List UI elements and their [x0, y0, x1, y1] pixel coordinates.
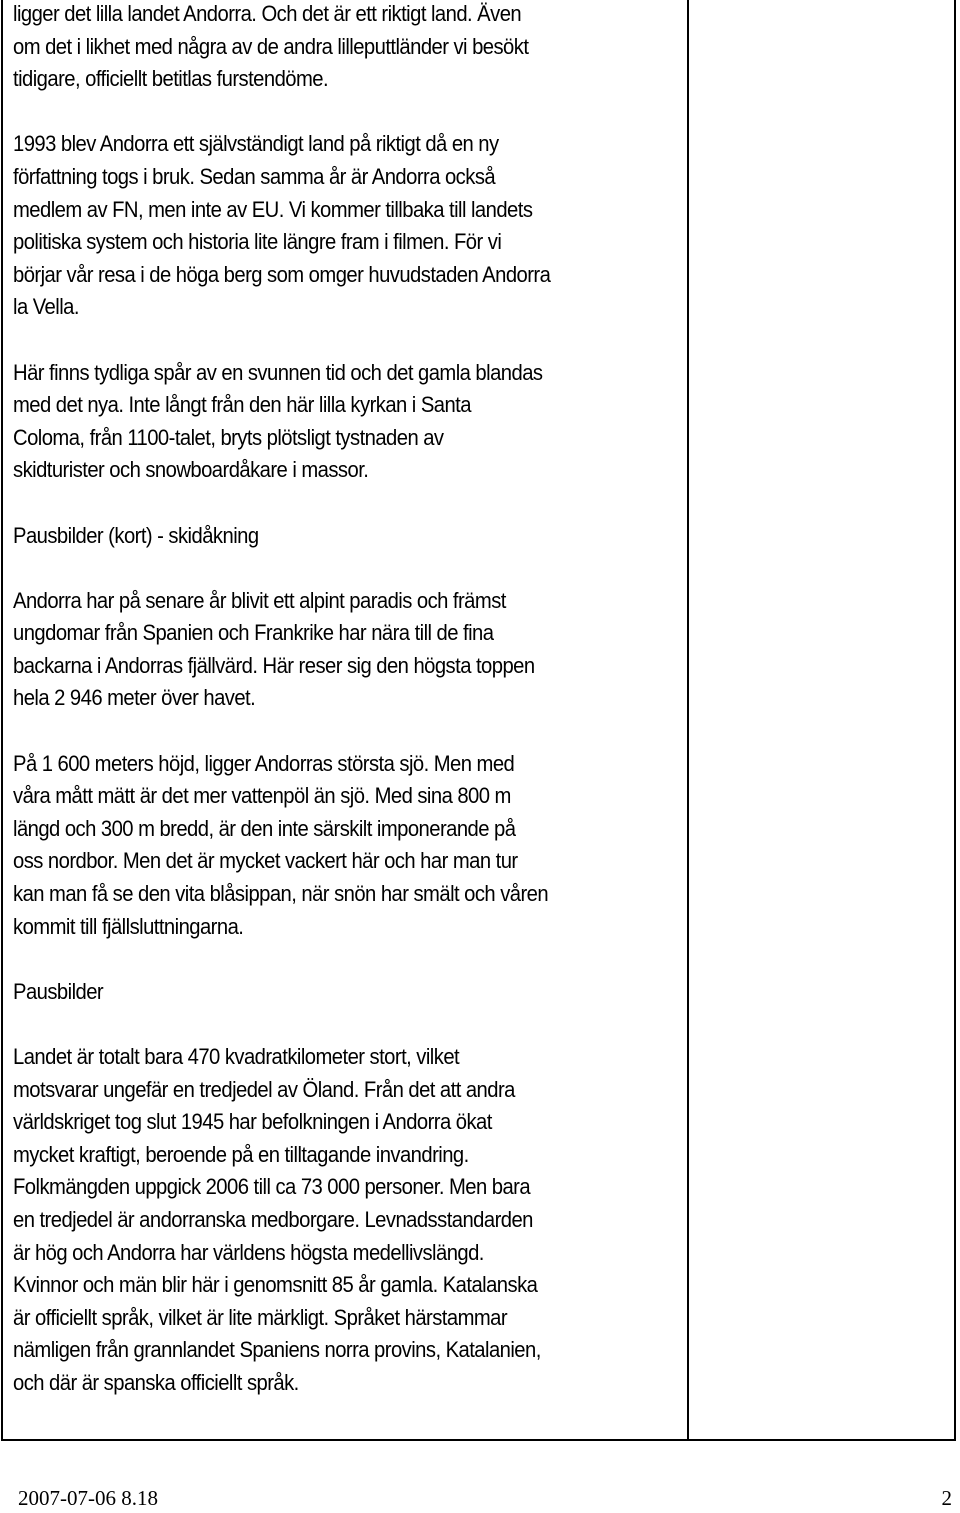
paragraph-independence: 1993 blev Andorra ett självständigt land på riktigt då en ny författning togs i bruk. Sedan samma år är Andorra också medlem av FN, men inte av EU. Vi kommer tillbaka till landets politiska system och historia lite längre fram i filmen. För vi börjar vår resa i de höga berg som omger huvudstaden Andorra la Vella. [13, 131, 551, 320]
paragraph-pause-skiing: Pausbilder (kort) - skidåkning [13, 522, 259, 548]
page-footer [18, 1486, 952, 1512]
footer-page-number: 2 [941, 1486, 952, 1510]
paragraph-old-and-new: Här finns tydliga spår av en svunnen tid och det gamla blandas med det nya. Inte långt från den här lilla kyrkan i Santa Coloma, från 1100-talet, bryts plötsligt tystnaden av skidturister och snowboardåkare i massor. [13, 359, 543, 483]
script-text-column [13, 0, 681, 1432]
column-divider [687, 0, 689, 1439]
paragraph-andorra-intro: ligger det lilla landet Andorra. Och det är ett riktigt land. Även om det i likhet med några av de andra lilleputtländer vi besökt tidigare, officiellt betitlas furstendöme. [13, 1, 529, 92]
footer-date: 2007-07-06 8.18 [18, 1486, 158, 1510]
paragraph-pause: Pausbilder [13, 978, 104, 1004]
paragraph-largest-lake: På 1 600 meters höjd, ligger Andorras största sjö. Men med våra mått mätt är det mer vattenpöl än sjö. Med sina 800 m längd och 300 m bredd, är den inte särskilt imponerande på oss nordbor. Men det är mycket vackert här och har man tur kan man få se den vita blåsippan, när snön har smält och våren kommit till fjällsluttningarna. [13, 750, 549, 939]
script-table [1, 0, 956, 1441]
paragraph-population: Landet är totalt bara 470 kvadratkilometer stort, vilket motsvarar ungefär en tredjedel av Öland. Från det att andra världskriget tog slut 1945 har befolkningen i Andorra ökat mycket kraftigt, beroende på en tilltagande invandring. Folkmängden uppgick 2006 till ca 73 000 personer. Men bara en tredjedel är andorranska medborgare. Levnadsstandarden är hög och Andorra har världens högsta medellivslängd. Kvinnor och män blir här i genomsnitt 85 år gamla. Katalanska är officiellt språk, vilket är lite märkligt. Språket härstammar nämligen från grannlandet Spaniens norra provins, Katalanien, och där är spanska officiellt språk. [13, 1044, 541, 1395]
paragraph-alpine-paradise: Andorra har på senare år blivit ett alpint paradis och främst ungdomar från Spanien och Frankrike har nära till de fina backarna i Andorras fjällvärd. Här reser sig den högsta toppen hela 2 946 meter över havet. [13, 587, 535, 711]
